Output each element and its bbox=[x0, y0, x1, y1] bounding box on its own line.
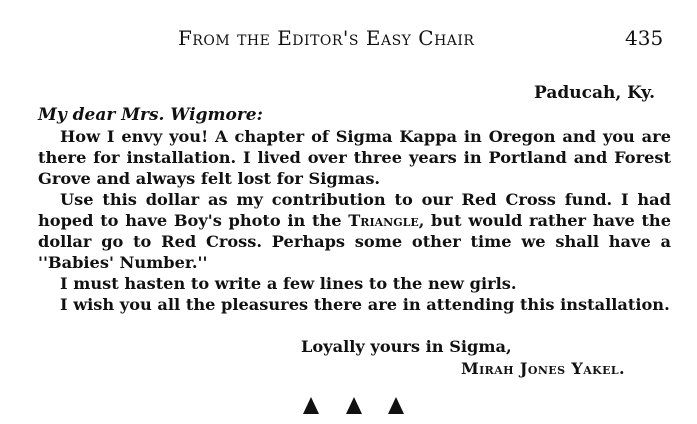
triangle-icon bbox=[346, 397, 362, 414]
paragraph-1: How I envy you! A chapter of Sigma Kappa in Oregon and you are there for installation. I lived over three years in Portland and Forest Grove and always felt lost for Sigmas. bbox=[38, 127, 671, 188]
letter-salutation: My dear Mrs. Wigmore: bbox=[38, 105, 263, 125]
letter-body bbox=[38, 126, 671, 315]
running-head: From the Editor's Easy Chair bbox=[178, 26, 475, 50]
letter-place: Paducah, Ky. bbox=[534, 83, 656, 103]
paragraph-4: I wish you all the pleasures there are in attending this installation. bbox=[60, 295, 670, 314]
paragraph-3: I must hasten to write a few lines to the new girls. bbox=[60, 274, 517, 293]
letter-closing: Loyally yours in Sigma, bbox=[301, 337, 512, 356]
page-number: 435 bbox=[625, 26, 664, 50]
triangle-title: Triangle bbox=[348, 211, 419, 230]
letter-signature: Mirah Jones Yakel. bbox=[461, 359, 626, 378]
paragraph-2 bbox=[38, 189, 671, 273]
paragraph-2-start: Use this dollar as my contribution to our Red Cross fund. I had hoped to have Boy's photo in the bbox=[38, 190, 671, 230]
three-triangles-ornament-icon bbox=[296, 394, 416, 416]
triangle-icon bbox=[303, 397, 319, 414]
triangle-icon bbox=[388, 397, 404, 414]
paragraph-2-end: , but would rather have the dollar go to Red Cross. Perhaps some other time we shall have a ''Babies' Number.'' bbox=[38, 211, 672, 272]
